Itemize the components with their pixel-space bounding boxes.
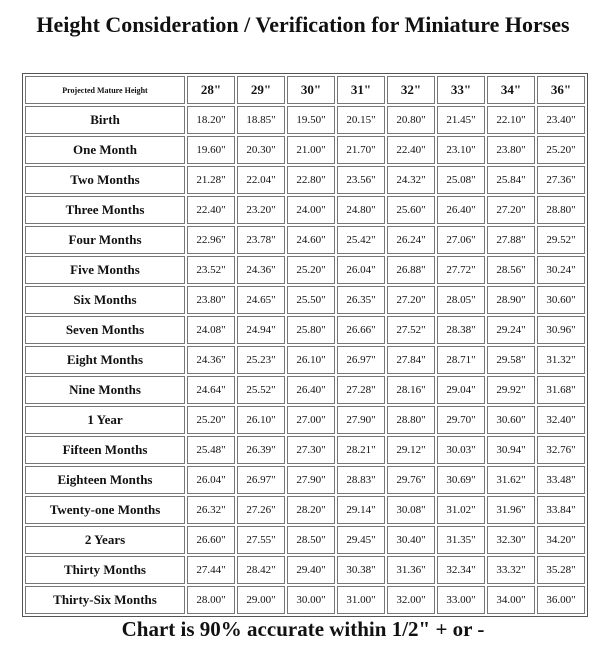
height-cell: 30.03"	[437, 436, 485, 464]
height-cell: 26.60"	[187, 526, 235, 554]
height-cell: 28.56"	[487, 256, 535, 284]
height-cell: 19.50"	[287, 106, 335, 134]
height-cell: 31.68"	[537, 376, 585, 404]
height-cell: 24.32"	[387, 166, 435, 194]
height-cell: 29.12"	[387, 436, 435, 464]
height-cell: 26.97"	[237, 466, 285, 494]
height-cell: 26.32"	[187, 496, 235, 524]
row-label: Nine Months	[25, 376, 185, 404]
height-cell: 25.20"	[187, 406, 235, 434]
row-label: Six Months	[25, 286, 185, 314]
row-label: 2 Years	[25, 526, 185, 554]
height-cell: 28.80"	[387, 406, 435, 434]
height-cell: 33.00"	[437, 586, 485, 614]
height-cell: 26.24"	[387, 226, 435, 254]
height-cell: 28.42"	[237, 556, 285, 584]
height-cell: 30.60"	[487, 406, 535, 434]
height-cell: 30.69"	[437, 466, 485, 494]
row-label: Twenty-one Months	[25, 496, 185, 524]
height-cell: 26.04"	[337, 256, 385, 284]
height-cell: 28.21"	[337, 436, 385, 464]
height-cell: 27.06"	[437, 226, 485, 254]
row-label: Three Months	[25, 196, 185, 224]
height-cell: 22.96"	[187, 226, 235, 254]
height-cell: 32.30"	[487, 526, 535, 554]
height-cell: 27.00"	[287, 406, 335, 434]
height-cell: 31.62"	[487, 466, 535, 494]
height-cell: 26.35"	[337, 286, 385, 314]
page-title: Height Consideration / Verification for Miniature Horses	[36, 12, 570, 37]
height-cell: 27.90"	[337, 406, 385, 434]
table-row	[25, 556, 585, 584]
height-cell: 33.48"	[537, 466, 585, 494]
height-cell: 30.40"	[387, 526, 435, 554]
table-row	[25, 226, 585, 254]
height-cell: 26.97"	[337, 346, 385, 374]
row-label: One Month	[25, 136, 185, 164]
height-cell: 25.60"	[387, 196, 435, 224]
height-cell: 23.78"	[237, 226, 285, 254]
height-cell: 27.20"	[487, 196, 535, 224]
table-row	[25, 496, 585, 524]
height-cell: 24.36"	[187, 346, 235, 374]
height-cell: 27.55"	[237, 526, 285, 554]
height-cell: 25.20"	[287, 256, 335, 284]
height-cell: 28.16"	[387, 376, 435, 404]
row-label: Seven Months	[25, 316, 185, 344]
height-cell: 33.32"	[487, 556, 535, 584]
height-cell: 22.80"	[287, 166, 335, 194]
height-cell: 21.00"	[287, 136, 335, 164]
height-cell: 27.26"	[237, 496, 285, 524]
height-cell: 21.28"	[187, 166, 235, 194]
height-cell: 27.84"	[387, 346, 435, 374]
row-label: Five Months	[25, 256, 185, 284]
table-row	[25, 376, 585, 404]
height-cell: 28.38"	[437, 316, 485, 344]
height-cell: 20.30"	[237, 136, 285, 164]
height-cell: 32.34"	[437, 556, 485, 584]
height-cell: 21.45"	[437, 106, 485, 134]
height-cell: 23.80"	[487, 136, 535, 164]
corner-header: Projected Mature Height	[25, 76, 185, 104]
height-cell: 29.00"	[237, 586, 285, 614]
height-cell: 30.94"	[487, 436, 535, 464]
height-cell: 28.83"	[337, 466, 385, 494]
height-cell: 24.80"	[337, 196, 385, 224]
height-cell: 28.90"	[487, 286, 535, 314]
row-label: Fifteen Months	[25, 436, 185, 464]
height-table-body	[25, 76, 585, 614]
height-cell: 31.36"	[387, 556, 435, 584]
table-row	[25, 466, 585, 494]
height-cell: 30.60"	[537, 286, 585, 314]
height-cell: 26.88"	[387, 256, 435, 284]
table-row	[25, 316, 585, 344]
row-label: Two Months	[25, 166, 185, 194]
height-cell: 26.39"	[237, 436, 285, 464]
table-row	[25, 346, 585, 374]
column-header: 28"	[187, 76, 235, 104]
row-label: Thirty-Six Months	[25, 586, 185, 614]
column-header: 29"	[237, 76, 285, 104]
height-cell: 28.05"	[437, 286, 485, 314]
height-cell: 25.50"	[287, 286, 335, 314]
table-row	[25, 586, 585, 614]
column-header: 31"	[337, 76, 385, 104]
height-cell: 29.04"	[437, 376, 485, 404]
height-cell: 31.02"	[437, 496, 485, 524]
height-cell: 28.20"	[287, 496, 335, 524]
height-cell: 29.14"	[337, 496, 385, 524]
height-cell: 25.23"	[237, 346, 285, 374]
height-cell: 27.72"	[437, 256, 485, 284]
table-row	[25, 136, 585, 164]
table-row	[25, 406, 585, 434]
height-cell: 21.70"	[337, 136, 385, 164]
height-cell: 35.28"	[537, 556, 585, 584]
height-cell: 29.52"	[537, 226, 585, 254]
column-header: 30"	[287, 76, 335, 104]
height-cell: 30.08"	[387, 496, 435, 524]
height-cell: 29.40"	[287, 556, 335, 584]
height-cell: 26.10"	[237, 406, 285, 434]
height-cell: 30.00"	[287, 586, 335, 614]
height-cell: 27.88"	[487, 226, 535, 254]
height-cell: 24.64"	[187, 376, 235, 404]
height-cell: 28.50"	[287, 526, 335, 554]
height-cell: 23.56"	[337, 166, 385, 194]
height-cell: 24.08"	[187, 316, 235, 344]
column-header: 32"	[387, 76, 435, 104]
height-cell: 24.36"	[237, 256, 285, 284]
height-cell: 24.60"	[287, 226, 335, 254]
height-cell: 27.28"	[337, 376, 385, 404]
height-cell: 26.40"	[287, 376, 335, 404]
height-cell: 25.52"	[237, 376, 285, 404]
height-cell: 22.40"	[187, 196, 235, 224]
height-cell: 18.85"	[237, 106, 285, 134]
height-cell: 25.08"	[437, 166, 485, 194]
height-cell: 27.44"	[187, 556, 235, 584]
height-cell: 27.90"	[287, 466, 335, 494]
height-cell: 26.10"	[287, 346, 335, 374]
height-cell: 26.66"	[337, 316, 385, 344]
height-cell: 25.48"	[187, 436, 235, 464]
height-table	[22, 73, 588, 617]
height-cell: 29.76"	[387, 466, 435, 494]
height-cell: 25.42"	[337, 226, 385, 254]
height-cell: 32.76"	[537, 436, 585, 464]
height-cell: 33.84"	[537, 496, 585, 524]
height-cell: 30.96"	[537, 316, 585, 344]
table-row	[25, 436, 585, 464]
height-cell: 31.32"	[537, 346, 585, 374]
height-cell: 20.15"	[337, 106, 385, 134]
height-cell: 32.40"	[537, 406, 585, 434]
height-cell: 18.20"	[187, 106, 235, 134]
height-cell: 32.00"	[387, 586, 435, 614]
height-cell: 22.10"	[487, 106, 535, 134]
row-label: Thirty Months	[25, 556, 185, 584]
height-cell: 29.92"	[487, 376, 535, 404]
height-cell: 22.04"	[237, 166, 285, 194]
row-label: Birth	[25, 106, 185, 134]
height-cell: 28.00"	[187, 586, 235, 614]
height-cell: 23.40"	[537, 106, 585, 134]
table-row	[25, 166, 585, 194]
row-label: Eighteen Months	[25, 466, 185, 494]
header-row	[25, 76, 585, 104]
height-cell: 23.10"	[437, 136, 485, 164]
height-cell: 34.20"	[537, 526, 585, 554]
height-cell: 27.36"	[537, 166, 585, 194]
height-cell: 26.40"	[437, 196, 485, 224]
height-cell: 27.30"	[287, 436, 335, 464]
table-row	[25, 196, 585, 224]
height-cell: 20.80"	[387, 106, 435, 134]
row-label: Eight Months	[25, 346, 185, 374]
column-header: 36"	[537, 76, 585, 104]
height-cell: 27.52"	[387, 316, 435, 344]
table-row	[25, 106, 585, 134]
height-cell: 22.40"	[387, 136, 435, 164]
height-cell: 23.52"	[187, 256, 235, 284]
height-cell: 29.70"	[437, 406, 485, 434]
height-cell: 30.38"	[337, 556, 385, 584]
height-cell: 29.58"	[487, 346, 535, 374]
height-cell: 25.80"	[287, 316, 335, 344]
height-cell: 29.24"	[487, 316, 535, 344]
height-cell: 34.00"	[487, 586, 535, 614]
accuracy-note: Chart is 90% accurate within 1/2" + or -	[121, 617, 485, 641]
height-cell: 24.94"	[237, 316, 285, 344]
height-cell: 31.00"	[337, 586, 385, 614]
height-cell: 24.00"	[287, 196, 335, 224]
column-header: 34"	[487, 76, 535, 104]
table-row	[25, 526, 585, 554]
height-cell: 27.20"	[387, 286, 435, 314]
height-cell: 23.80"	[187, 286, 235, 314]
column-header: 33"	[437, 76, 485, 104]
row-label: 1 Year	[25, 406, 185, 434]
height-cell: 28.80"	[537, 196, 585, 224]
height-cell: 28.71"	[437, 346, 485, 374]
row-label: Four Months	[25, 226, 185, 254]
height-cell: 19.60"	[187, 136, 235, 164]
height-cell: 25.20"	[537, 136, 585, 164]
height-cell: 29.45"	[337, 526, 385, 554]
height-cell: 24.65"	[237, 286, 285, 314]
height-cell: 30.24"	[537, 256, 585, 284]
height-cell: 25.84"	[487, 166, 535, 194]
height-cell: 31.35"	[437, 526, 485, 554]
table-row	[25, 286, 585, 314]
height-cell: 26.04"	[187, 466, 235, 494]
height-cell: 36.00"	[537, 586, 585, 614]
table-row	[25, 256, 585, 284]
height-cell: 31.96"	[487, 496, 535, 524]
height-cell: 23.20"	[237, 196, 285, 224]
